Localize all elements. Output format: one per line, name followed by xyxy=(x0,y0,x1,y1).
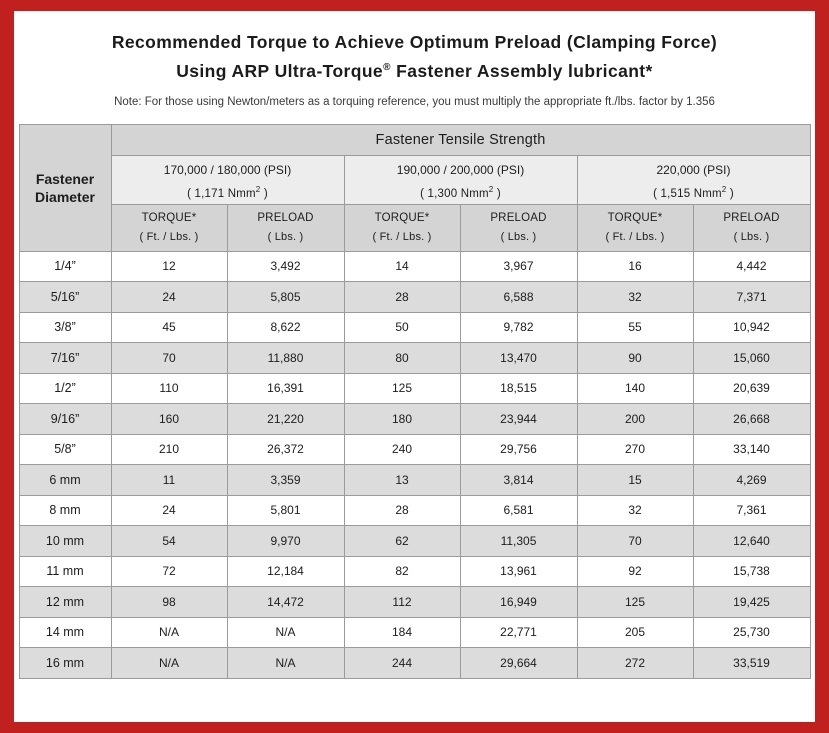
row-torque-1: 24 xyxy=(111,495,227,526)
row-torque-2: 50 xyxy=(344,312,460,343)
table-row xyxy=(19,556,810,587)
row-diameter: 10 mm xyxy=(19,526,111,557)
strength-group-3-metric-suffix: ) xyxy=(726,187,734,200)
strength-group-3-metric-prefix: ( 1,515 Nmm xyxy=(653,187,722,200)
row-torque-2: 14 xyxy=(344,251,460,282)
row-preload-3: 19,425 xyxy=(693,587,810,618)
column-header-torque-2-label: TORQUE* xyxy=(374,211,430,224)
row-torque-2: 82 xyxy=(344,556,460,587)
table-row xyxy=(19,526,810,557)
row-diameter: 9/16” xyxy=(19,404,111,435)
column-header-torque-1-unit: ( Ft. / Lbs. ) xyxy=(139,230,199,243)
row-torque-2: 112 xyxy=(344,587,460,618)
row-torque-3: 15 xyxy=(577,465,693,496)
row-diameter: 3/8” xyxy=(19,312,111,343)
row-torque-3: 125 xyxy=(577,587,693,618)
row-torque-1: N/A xyxy=(111,617,227,648)
row-torque-2: 13 xyxy=(344,465,460,496)
row-preload-3: 15,060 xyxy=(693,343,810,374)
row-torque-2: 180 xyxy=(344,404,460,435)
row-diameter: 1/2” xyxy=(19,373,111,404)
row-diameter: 1/4” xyxy=(19,251,111,282)
strength-group-2-metric xyxy=(347,178,575,202)
tensile-strength-group-header: Fastener Tensile Strength xyxy=(111,124,810,155)
row-preload-1: 11,880 xyxy=(227,343,344,374)
column-header-torque-3-label: TORQUE* xyxy=(607,211,663,224)
document-page xyxy=(14,11,815,722)
strength-group-1-psi: 170,000 / 180,000 (PSI) xyxy=(163,162,292,177)
torque-preload-table xyxy=(19,124,811,679)
row-torque-2: 125 xyxy=(344,373,460,404)
row-torque-2: 62 xyxy=(344,526,460,557)
strength-group-1-metric xyxy=(114,178,342,202)
row-preload-2: 3,967 xyxy=(460,251,577,282)
row-preload-1: 3,359 xyxy=(227,465,344,496)
row-preload-3: 4,442 xyxy=(693,251,810,282)
row-preload-2: 11,305 xyxy=(460,526,577,557)
page-title-line-2-part-b: Fastener Assembly lubricant* xyxy=(390,60,653,81)
row-torque-1: N/A xyxy=(111,648,227,679)
strength-group-2 xyxy=(344,155,577,204)
row-torque-2: 80 xyxy=(344,343,460,374)
row-torque-1: 160 xyxy=(111,404,227,435)
column-header-preload-1-label: PRELOAD xyxy=(257,211,314,224)
row-preload-2: 23,944 xyxy=(460,404,577,435)
strength-group-3 xyxy=(577,155,810,204)
row-diameter: 16 mm xyxy=(19,648,111,679)
registered-mark: ® xyxy=(383,62,391,73)
strength-group-2-metric-exponent: 2 xyxy=(488,184,494,194)
table-row xyxy=(19,495,810,526)
row-diameter: 14 mm xyxy=(19,617,111,648)
row-torque-1: 12 xyxy=(111,251,227,282)
column-header-torque-2-unit: ( Ft. / Lbs. ) xyxy=(372,230,432,243)
table-row xyxy=(19,251,810,282)
row-preload-2: 29,664 xyxy=(460,648,577,679)
row-preload-3: 33,519 xyxy=(693,648,810,679)
strength-group-1-metric-suffix: ) xyxy=(260,187,268,200)
column-header-torque-1 xyxy=(111,204,227,251)
row-preload-2: 16,949 xyxy=(460,587,577,618)
column-header-preload-2 xyxy=(460,204,577,251)
fastener-diameter-header xyxy=(19,124,111,251)
table-header-row-group xyxy=(19,124,810,155)
row-preload-3: 7,371 xyxy=(693,282,810,313)
strength-group-1-metric-exponent: 2 xyxy=(255,184,261,194)
strength-group-3-psi: 220,000 (PSI) xyxy=(656,162,731,177)
row-diameter: 5/8” xyxy=(19,434,111,465)
row-preload-3: 12,640 xyxy=(693,526,810,557)
row-torque-3: 32 xyxy=(577,282,693,313)
row-preload-1: N/A xyxy=(227,648,344,679)
strength-group-2-metric-suffix: ) xyxy=(493,187,501,200)
column-header-preload-3 xyxy=(693,204,810,251)
row-diameter: 8 mm xyxy=(19,495,111,526)
row-torque-1: 45 xyxy=(111,312,227,343)
table-row xyxy=(19,373,810,404)
table-row xyxy=(19,404,810,435)
fastener-diameter-header-line-2: Diameter xyxy=(35,188,95,205)
row-preload-1: 5,801 xyxy=(227,495,344,526)
row-preload-3: 26,668 xyxy=(693,404,810,435)
strength-group-3-metric xyxy=(580,178,808,202)
row-torque-1: 72 xyxy=(111,556,227,587)
strength-group-3-metric-exponent: 2 xyxy=(721,184,727,194)
column-header-torque-3 xyxy=(577,204,693,251)
column-header-preload-2-unit: ( Lbs. ) xyxy=(500,230,537,243)
row-torque-3: 140 xyxy=(577,373,693,404)
row-preload-3: 15,738 xyxy=(693,556,810,587)
row-preload-2: 29,756 xyxy=(460,434,577,465)
column-header-torque-1-label: TORQUE* xyxy=(141,211,197,224)
row-torque-3: 205 xyxy=(577,617,693,648)
table-row xyxy=(19,617,810,648)
strength-group-1 xyxy=(111,155,344,204)
row-torque-3: 200 xyxy=(577,404,693,435)
row-torque-3: 70 xyxy=(577,526,693,557)
conversion-note: Note: For those using Newton/meters as a torquing reference, you must multiply the appropriate ft./lbs. factor by 1.356 xyxy=(114,95,715,108)
fastener-diameter-header-line-1: Fastener xyxy=(35,170,95,187)
row-preload-1: 26,372 xyxy=(227,434,344,465)
column-header-preload-3-label: PRELOAD xyxy=(723,211,780,224)
row-preload-2: 6,588 xyxy=(460,282,577,313)
column-header-preload-1 xyxy=(227,204,344,251)
row-preload-1: 8,622 xyxy=(227,312,344,343)
row-torque-2: 240 xyxy=(344,434,460,465)
row-torque-1: 11 xyxy=(111,465,227,496)
row-preload-2: 13,470 xyxy=(460,343,577,374)
row-torque-3: 55 xyxy=(577,312,693,343)
table-row xyxy=(19,587,810,618)
row-diameter: 11 mm xyxy=(19,556,111,587)
page-title-line-2 xyxy=(38,55,791,84)
row-preload-3: 4,269 xyxy=(693,465,810,496)
table-body xyxy=(19,251,810,678)
row-torque-3: 16 xyxy=(577,251,693,282)
table-head xyxy=(19,124,810,251)
row-preload-3: 33,140 xyxy=(693,434,810,465)
row-preload-2: 22,771 xyxy=(460,617,577,648)
row-preload-1: 16,391 xyxy=(227,373,344,404)
strength-group-2-metric-prefix: ( 1,300 Nmm xyxy=(420,187,489,200)
row-preload-1: 3,492 xyxy=(227,251,344,282)
row-torque-3: 272 xyxy=(577,648,693,679)
table-row xyxy=(19,648,810,679)
row-preload-2: 13,961 xyxy=(460,556,577,587)
row-diameter: 6 mm xyxy=(19,465,111,496)
row-preload-1: N/A xyxy=(227,617,344,648)
row-preload-3: 10,942 xyxy=(693,312,810,343)
row-preload-1: 9,970 xyxy=(227,526,344,557)
row-preload-2: 9,782 xyxy=(460,312,577,343)
row-preload-3: 20,639 xyxy=(693,373,810,404)
table-row xyxy=(19,343,810,374)
page-title-line-2-part-a: Using ARP Ultra-Torque xyxy=(176,60,384,81)
row-torque-2: 28 xyxy=(344,282,460,313)
row-torque-1: 210 xyxy=(111,434,227,465)
row-torque-3: 92 xyxy=(577,556,693,587)
table-header-row-columns xyxy=(19,204,810,251)
row-torque-2: 244 xyxy=(344,648,460,679)
column-header-preload-2-label: PRELOAD xyxy=(490,211,547,224)
column-header-torque-2 xyxy=(344,204,460,251)
table-header-row-strength xyxy=(19,155,810,204)
row-preload-2: 6,581 xyxy=(460,495,577,526)
column-header-torque-3-unit: ( Ft. / Lbs. ) xyxy=(605,230,665,243)
row-diameter: 5/16” xyxy=(19,282,111,313)
row-preload-1: 14,472 xyxy=(227,587,344,618)
row-torque-2: 184 xyxy=(344,617,460,648)
row-torque-3: 90 xyxy=(577,343,693,374)
row-preload-2: 18,515 xyxy=(460,373,577,404)
table-row xyxy=(19,434,810,465)
row-diameter: 12 mm xyxy=(19,587,111,618)
row-preload-1: 5,805 xyxy=(227,282,344,313)
table-row xyxy=(19,312,810,343)
table-row xyxy=(19,465,810,496)
row-preload-1: 12,184 xyxy=(227,556,344,587)
row-torque-2: 28 xyxy=(344,495,460,526)
column-header-preload-1-unit: ( Lbs. ) xyxy=(267,230,304,243)
row-preload-3: 25,730 xyxy=(693,617,810,648)
document-header xyxy=(14,11,815,116)
row-torque-3: 32 xyxy=(577,495,693,526)
strength-group-1-metric-prefix: ( 1,171 Nmm xyxy=(187,187,256,200)
table-row xyxy=(19,282,810,313)
row-torque-1: 110 xyxy=(111,373,227,404)
row-torque-1: 98 xyxy=(111,587,227,618)
row-torque-1: 54 xyxy=(111,526,227,557)
row-torque-1: 70 xyxy=(111,343,227,374)
row-diameter: 7/16” xyxy=(19,343,111,374)
strength-group-2-psi: 190,000 / 200,000 (PSI) xyxy=(396,162,525,177)
row-torque-3: 270 xyxy=(577,434,693,465)
row-preload-2: 3,814 xyxy=(460,465,577,496)
page-title-line-1: Recommended Torque to Achieve Optimum Preload (Clamping Force) xyxy=(111,32,718,52)
row-preload-1: 21,220 xyxy=(227,404,344,435)
column-header-preload-3-unit: ( Lbs. ) xyxy=(733,230,770,243)
row-preload-3: 7,361 xyxy=(693,495,810,526)
row-torque-1: 24 xyxy=(111,282,227,313)
